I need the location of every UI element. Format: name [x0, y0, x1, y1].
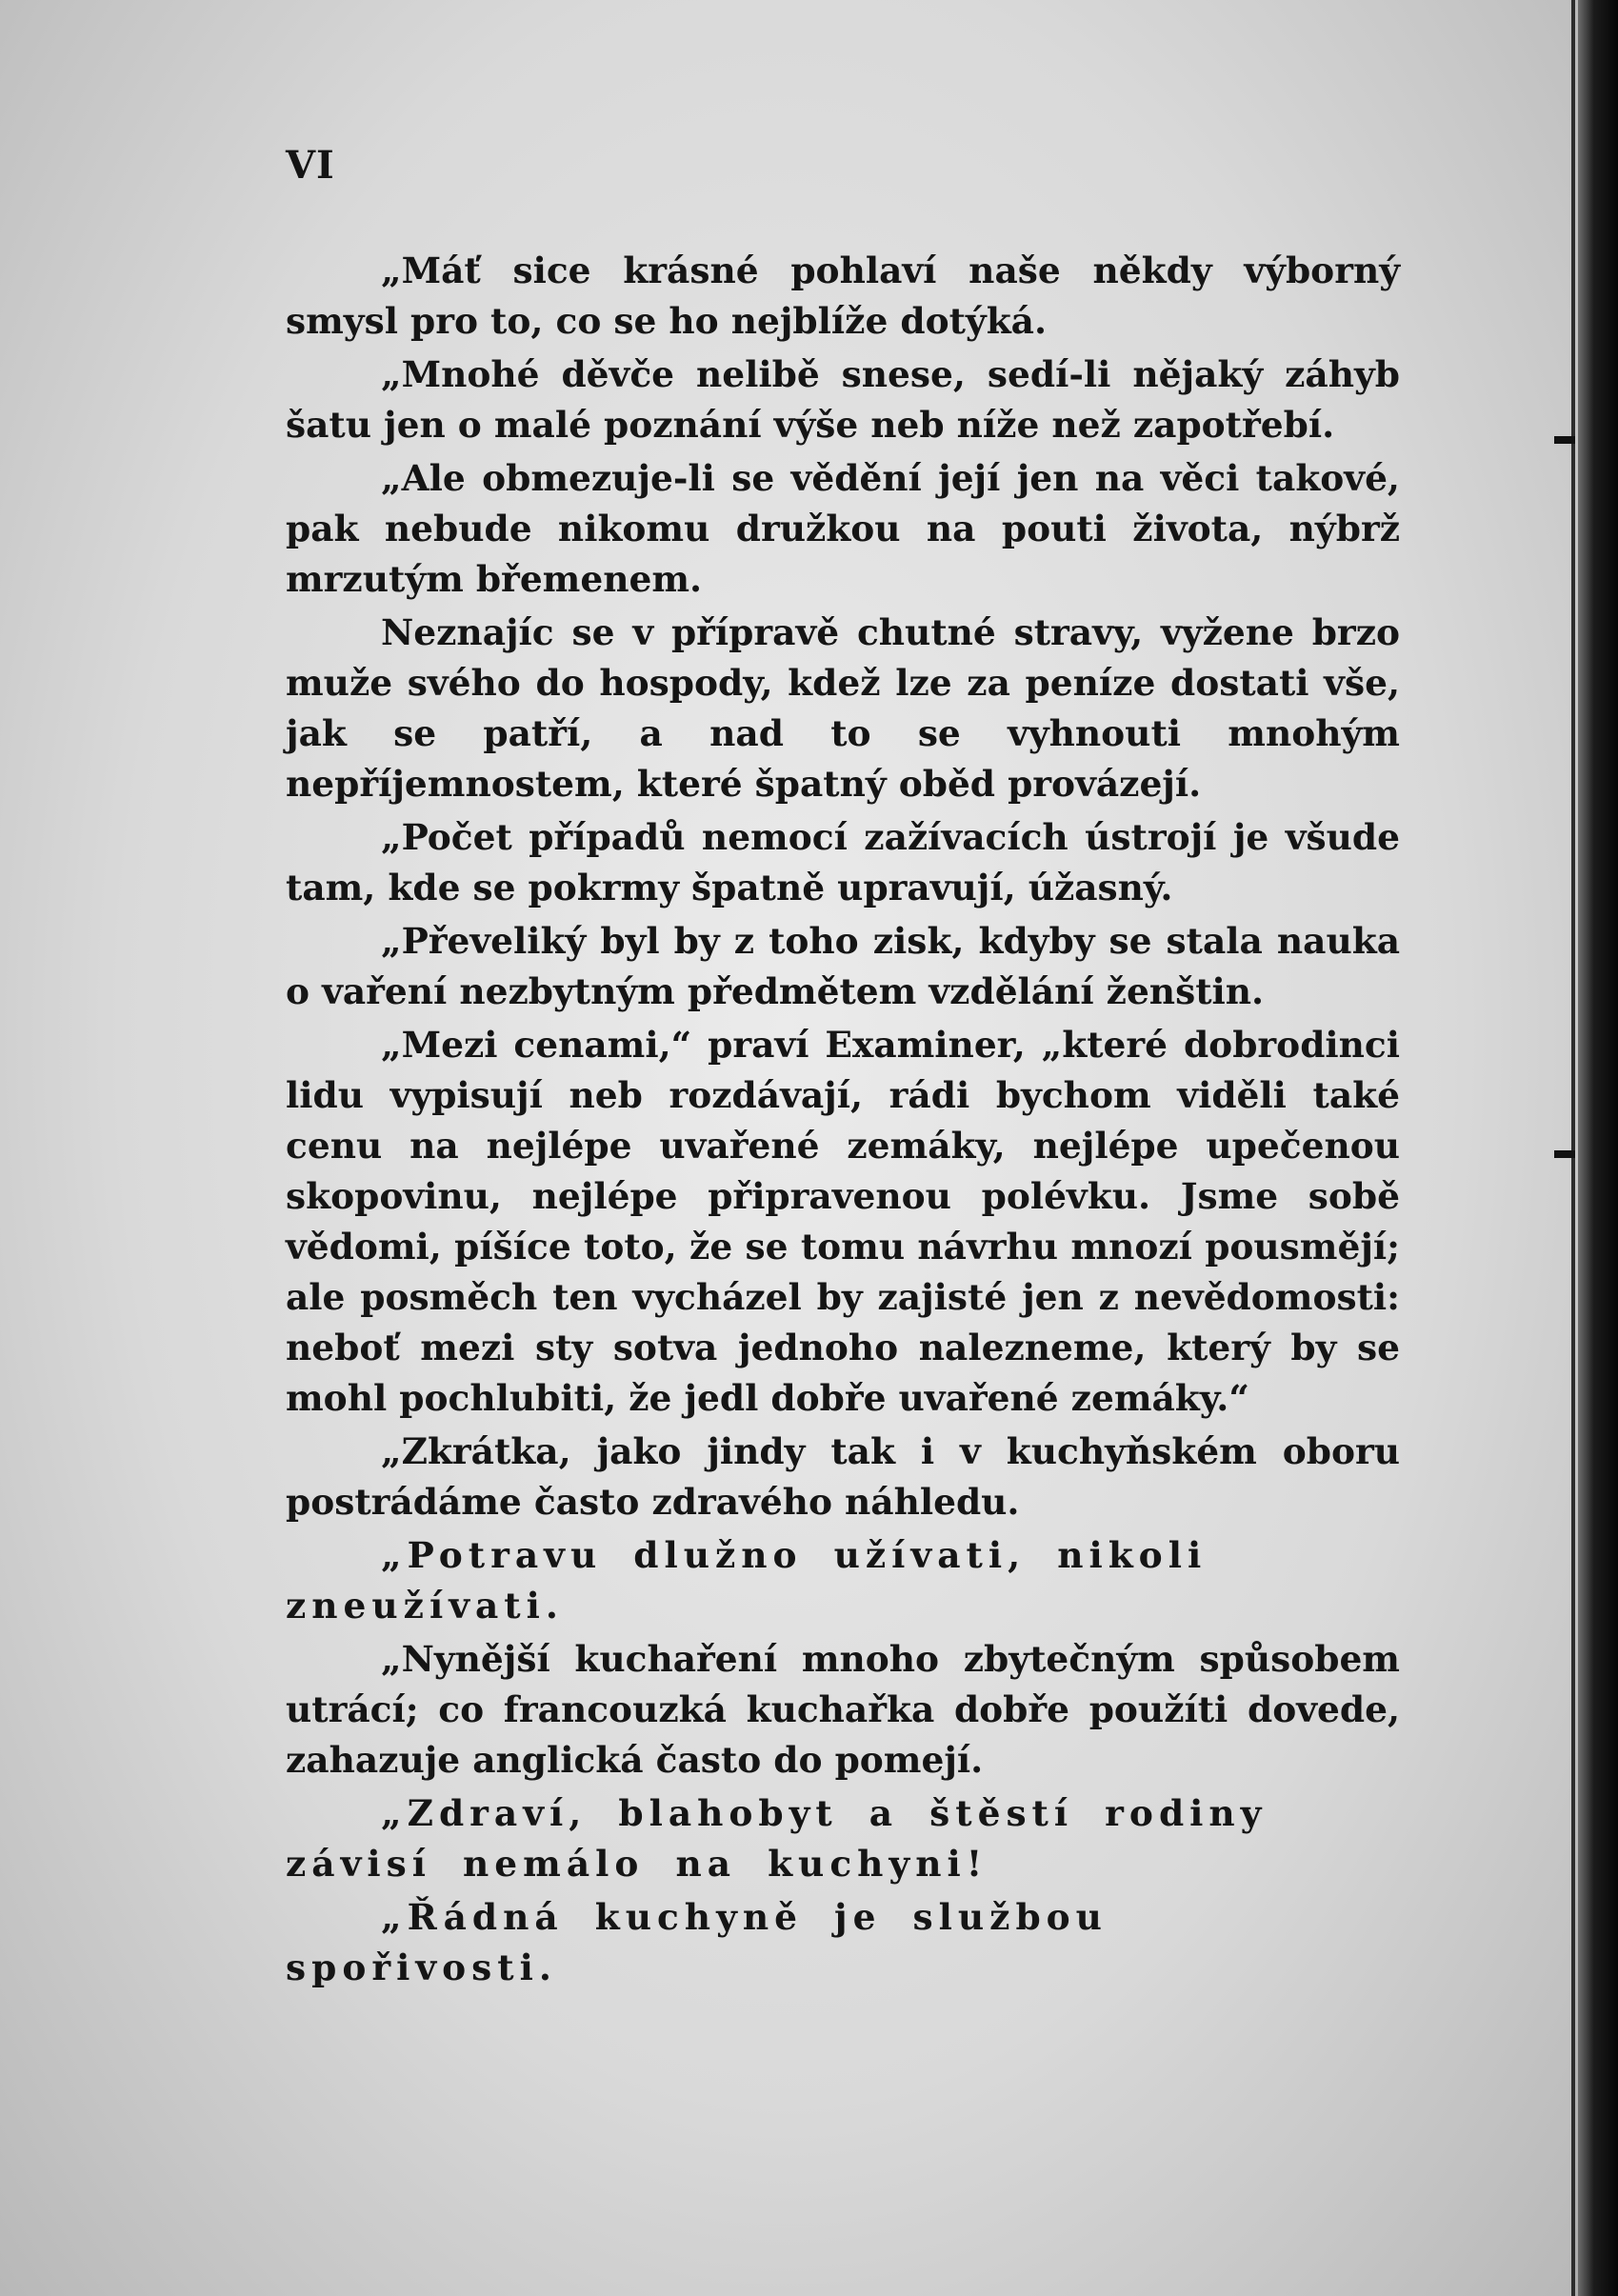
edge-mark — [1554, 1150, 1575, 1158]
paragraph-5: „Počet případů nemocí zažívacích ústrojí je všude tam, kde se pokrmy špatně upravují, úžasný. — [286, 816, 1400, 908]
body-text — [286, 246, 1400, 1996]
paragraph-4: Neznajíc se v přípravě chutné stravy, vyžene brzo muže svého do hospody, kdež lze za peníze dostati vše, jak se patří, a nad to se vyhnouti mnohým nepříjemnostem, které špatný oběd provázejí. — [286, 611, 1400, 805]
paragraph-8: „Zkrátka, jako jindy tak i v kuchyňském oboru postrádáme často zdravého náhledu. — [286, 1430, 1400, 1523]
page-number: VI — [286, 143, 335, 188]
paragraph-9: „Potravu dlužno užívati, nikoli zneužívati. — [286, 1534, 1208, 1627]
paragraph-3: „Ale obmezuje-li se vědění její jen na věci takové, pak nebude nikomu družkou na pouti života, nýbrž mrzutým břemenem. — [286, 457, 1400, 600]
paragraph-10: „Nynější kuchaření mnoho zbytečným spůsobem utrácí; co francouzká kuchařka dobře použíti dovede, zahazuje anglická často do pomejí. — [286, 1638, 1400, 1781]
binding-shadow — [1578, 0, 1618, 2296]
paragraph-11: „Zdraví, blahobyt a štěstí rodiny závisí nemálo na kuchyni! — [286, 1792, 1268, 1885]
paragraph-12: „Řádná kuchyně je službou spořivosti. — [286, 1896, 1108, 1988]
paragraph-1: „Máť sice krásné pohlaví naše někdy výborný smysl pro to, co se ho nejblíže dotýká. — [286, 250, 1400, 342]
page-edge-line — [1571, 0, 1575, 2296]
paragraph-2: „Mnohé děvče nelibě snese, sedí-li nějaký záhyb šatu jen o malé poznání výše neb níže než zapotřebí. — [286, 353, 1400, 446]
paragraph-7: „Mezi cenami,“ praví Examiner, „které dobrodinci lidu vypisují neb rozdávají, rádi bychom viděli také cenu na nejlépe uvařené zemáky, nejlépe upečenou skopovinu, nejlépe připravenou polévku. Jsme sobě vědomi, píšíce toto, že se tomu návrhu mnozí pousmějí; ale posměch ten vycházel by zajisté jen z nevědomosti: neboť mezi sty sotva jednoho nalezneme, který by se mohl pochlubiti, že jedl dobře uvařené zemáky.“ — [286, 1024, 1400, 1419]
edge-mark — [1554, 436, 1575, 444]
paragraph-6: „Převeliký byl by z toho zisk, kdyby se stala nauka o vaření nezbytným předmětem vzdělání ženštin. — [286, 920, 1400, 1012]
